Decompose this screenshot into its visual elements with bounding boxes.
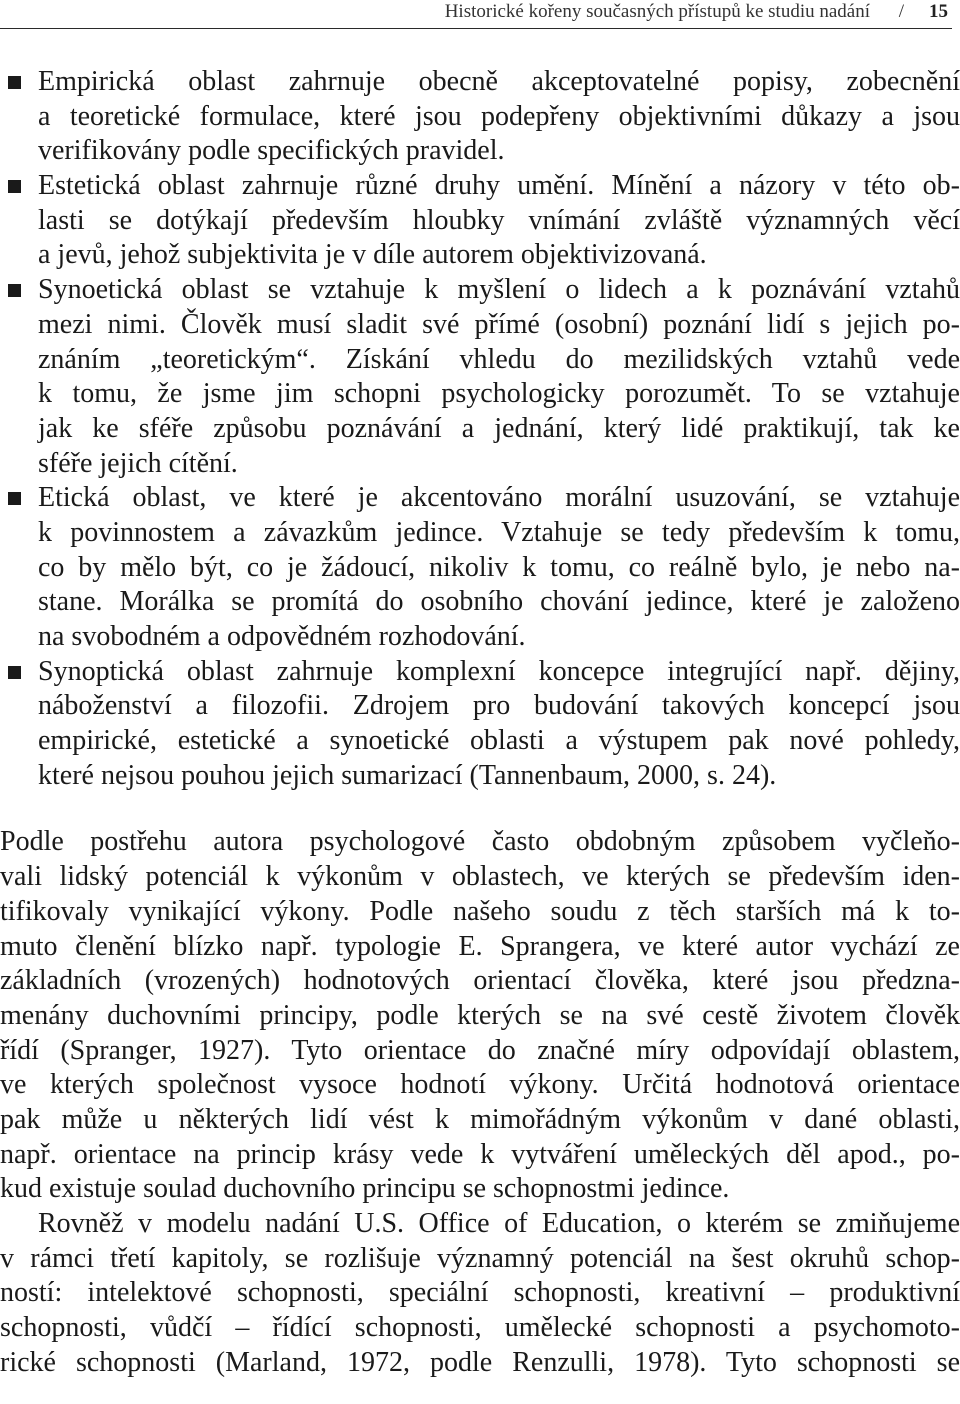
bullet-item-eticka: [0, 481, 960, 654]
paragraph-line: schopnosti, vůdčí – řídící schopnosti, umělecké schopnosti a psychomoto-: [0, 1312, 960, 1344]
paragraph-line: pak může u některých lidí vést k mimořádným výkonům v dané oblasti,: [0, 1103, 960, 1135]
bullet-line: a jevů, jehož subjektivita je v díle autorem objektivizovaná.: [38, 239, 707, 271]
bullet-line: Synoptická oblast zahrnuje komplexní koncepce integrující např. dějiny,: [0, 655, 960, 690]
bullet-line: na svobodném a odpovědném rozhodování.: [38, 621, 526, 652]
square-bullet-icon: [8, 284, 21, 297]
header-title: Historické kořeny současných přístupů ke studiu nadání: [444, 1, 870, 22]
bullet-line: jak ke sféře způsobu poznávání a jednání, který lidé praktikují, tak ke: [38, 412, 960, 444]
paragraph-gap: [0, 793, 960, 825]
paragraph-line: rické schopnosti (Marland, 1972, podle Renzulli, 1978). Tyto schopnosti se: [0, 1346, 960, 1378]
square-bullet-icon: [8, 76, 21, 89]
paragraph-line: Rovněž v modelu nadání U.S. Office of Education, o kterém se zmiňujeme: [38, 1208, 960, 1239]
bullet-item-empiricka: [0, 65, 960, 169]
paragraph-line: Podle postřehu autora psychologové často obdobným způsobem vyčleňo-: [0, 826, 960, 858]
paragraph-line: základních (vrozených) hodnotových orientací člověka, které jsou předzna-: [0, 965, 960, 997]
paragraph-line: ve kterých společnost vysoce hodnotí výkony. Určitá hodnotová orientace: [0, 1069, 960, 1101]
square-bullet-icon: [8, 180, 21, 193]
bullet-item-synoeticka: [0, 273, 960, 481]
bullet-line: mezi nimi. Člověk musí sladit své přímé (osobní) poznání lidí s jejich po-: [38, 308, 960, 340]
bullet-line: verifikovány podle specifických pravidel.: [38, 135, 505, 167]
bullet-line: Etická oblast, ve které je akcentováno morální usuzování, se vztahuje: [0, 481, 960, 516]
bullet-line: Empirická oblast zahrnuje obecně akceptovatelné popisy, zobecnění: [0, 65, 960, 100]
bullet-line: stane. Morálka se promítá do osobního chování jedince, které je založeno: [38, 586, 960, 618]
paragraph-line: tifikovaly vynikající výkony. Podle našeho soudu z těch starších má k to-: [0, 895, 960, 927]
page-number: 15: [929, 1, 948, 22]
square-bullet-icon: [8, 666, 21, 679]
header-separator: /: [898, 1, 904, 22]
paragraph-line: ností: intelektové schopnosti, speciální schopnosti, kreativní – produktivní: [0, 1277, 960, 1309]
bullet-line: k povinnostem a závazkům jedince. Vztahuje se tedy především k tomu,: [38, 516, 960, 548]
bullet-line: které nejsou pouhou jejich sumarizací (Tannenbaum, 2000, s. 24).: [38, 759, 777, 791]
paragraph-office-of-education: [0, 1207, 960, 1380]
page-body: [0, 65, 960, 1380]
bullet-line: k tomu, že jsme jim schopni psychologicky porozumět. To se vztahuje: [38, 378, 960, 410]
bullet-item-esteticka: [0, 169, 960, 273]
bullet-line: Synoetická oblast se vztahuje k myšlení o lidech a k poznávání vztahů: [0, 273, 960, 308]
bullet-line: sféře jejich cítění.: [38, 447, 238, 479]
bullet-line: co by mělo být, co je žádoucí, nikoliv k tomu, co reálně bylo, je nebo na-: [38, 551, 960, 583]
paragraph-line: např. orientace na princip krásy vede k vytváření uměleckých děl apod., po-: [0, 1138, 960, 1170]
bullet-line: znáním „teoretickým“. Získání vhledu do mezilidských vztahů vede: [38, 343, 960, 375]
square-bullet-icon: [8, 492, 21, 505]
paragraph-line: menány duchovními principy, podle kterých se na své cestě životem člověk: [0, 999, 960, 1031]
bullet-line: náboženství a filozofii. Zdrojem pro budování takových koncepcí jsou: [38, 690, 960, 722]
bullet-line: a teoretické formulace, které jsou podepřeny objektivními důkazy a jsou: [38, 100, 960, 132]
paragraph-spranger: [0, 825, 960, 1207]
paragraph-line: kud existuje soulad duchovního principu se schopnostmi jedince.: [0, 1173, 730, 1205]
paragraph-line: muto členění blízko např. typologie E. Sprangera, ve které autor vychází ze: [0, 930, 960, 962]
running-header: [0, 0, 952, 29]
bullet-line: empirické, estetické a synoetické oblasti a výstupem pak nové pohledy,: [38, 725, 960, 757]
bullet-line: lasti se dotýkají především hloubky vnímání zvláště významných věcí: [38, 204, 960, 236]
bullet-line: Estetická oblast zahrnuje různé druhy umění. Mínění a názory v této ob-: [0, 169, 960, 204]
paragraph-line: řídí (Spranger, 1927). Tyto orientace do značné míry odpovídají oblastem,: [0, 1034, 960, 1066]
paragraph-line: vali lidský potenciál k výkonům v oblastech, ve kterých se především iden-: [0, 861, 960, 893]
paragraph-line: v rámci třetí kapitoly, se rozlišuje významný potenciál na šest okruhů schop-: [0, 1242, 960, 1274]
bullet-item-synopticka: [0, 655, 960, 794]
